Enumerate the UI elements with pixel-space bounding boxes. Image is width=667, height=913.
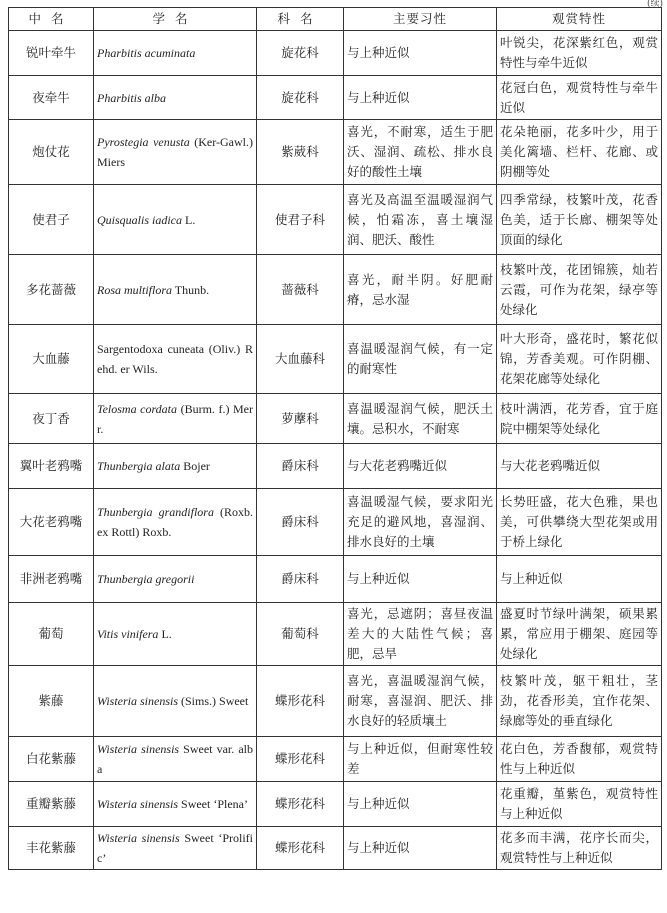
species-italic: Thunbergia alata	[97, 459, 181, 473]
chinese-name-cell: 重瓣紫藤	[9, 782, 94, 827]
ornamental-cell: 与上种近似	[497, 556, 662, 603]
ornamental-cell: 盛夏时节绿叶满架，硕果累累，常应用于棚架、庭园等处绿化	[497, 603, 662, 666]
ornamental-cell: 枝叶满洒，花芳香，宜于庭院中棚架等处绿化	[497, 394, 662, 444]
family-cell: 葡萄科	[257, 603, 344, 666]
ornamental-cell: 花朵艳丽，花多叶少，用于美化篱墙、栏杆、花廊、或阴棚等处	[497, 120, 662, 185]
authority: (Burm. f.) Merr.	[97, 401, 253, 436]
scientific-name-cell	[94, 31, 257, 76]
authority: Sweet var. alba	[97, 742, 253, 776]
chinese-name-cell: 非洲老鸦嘴	[9, 556, 94, 603]
species-italic: Thunbergia gregorii	[97, 572, 195, 586]
species-italic: Wisteria sinensis	[97, 831, 180, 845]
header-row	[9, 8, 662, 31]
table-row	[9, 120, 662, 185]
ornamental-cell: 与大花老鸦嘴近似	[497, 444, 662, 489]
scientific-name-cell	[94, 666, 257, 737]
table-row	[9, 394, 662, 444]
family-cell: 大血藤科	[257, 325, 344, 394]
table-row	[9, 556, 662, 603]
header-scientific-name: 学名	[94, 8, 257, 31]
species-italic: Wisteria sinensis	[97, 694, 179, 708]
ornamental-cell: 花重瓣，堇紫色，观赏特性与上种近似	[497, 782, 662, 827]
species-italic: Quisqualis iadica	[97, 212, 183, 227]
authority: Sweet ‘Plena’	[178, 797, 248, 811]
authority: (Ker-Gawl.) Miers	[97, 135, 253, 169]
table-row	[9, 666, 662, 737]
habits-cell: 与大花老鸦嘴近似	[344, 444, 497, 489]
scientific-name-cell	[94, 325, 257, 394]
habits-cell: 与上种近似，但耐寒性较差	[344, 737, 497, 782]
table-header	[9, 8, 662, 31]
scientific-name-cell	[94, 76, 257, 120]
family-cell: 蝶形花科	[257, 827, 344, 870]
scientific-name-cell	[94, 782, 257, 827]
authority: L.	[158, 627, 172, 641]
table-row	[9, 325, 662, 394]
chinese-name-cell: 炮仗花	[9, 120, 94, 185]
header-family: 科名	[257, 8, 344, 31]
ornamental-cell: 枝繁叶茂，躯干粗壮，茎劲，花香形美，宜作花架、绿廊等处的垂直绿化	[497, 666, 662, 737]
table-row	[9, 185, 662, 255]
scientific-name-cell	[94, 444, 257, 489]
authority: Bojer	[180, 459, 210, 473]
authority: Thunb.	[172, 282, 210, 297]
authority: Sargentodoxa cuneata (Oliv.) Rehd. er Wils.	[97, 342, 253, 376]
table-row	[9, 603, 662, 666]
chinese-name-cell: 大花老鸦嘴	[9, 489, 94, 556]
chinese-name-cell: 夜丁香	[9, 394, 94, 444]
habits-cell: 喜温暖湿润气候，有一定的耐寒性	[344, 325, 497, 394]
header-habits: 主要习性	[344, 8, 497, 31]
family-cell: 爵床科	[257, 444, 344, 489]
scientific-name-cell	[94, 255, 257, 325]
habits-cell: 喜光，耐半阴。好肥耐瘠，忌水湿	[344, 255, 497, 325]
species-italic: Pyrostegia venusta	[97, 135, 190, 149]
family-cell: 使君子科	[257, 185, 344, 255]
chinese-name-cell: 紫藤	[9, 666, 94, 737]
scientific-name-cell	[94, 603, 257, 666]
family-cell: 紫葳科	[257, 120, 344, 185]
species-italic: Telosma cordata	[97, 401, 178, 416]
habits-cell: 喜光，喜温暖湿润气候，耐寒，喜湿润、肥沃、排水良好的轻质壤土	[344, 666, 497, 737]
chinese-name-cell: 大血藤	[9, 325, 94, 394]
family-cell: 爵床科	[257, 489, 344, 556]
table-row	[9, 782, 662, 827]
habits-cell: 喜光，不耐寒，适生于肥沃、湿润、疏松、排水良好的酸性土壤	[344, 120, 497, 185]
scientific-name-cell	[94, 827, 257, 870]
species-italic: Pharbitis alba	[97, 90, 167, 105]
habits-cell: 喜光，忌遮阴；喜昼夜温差大的大陆性气候；喜肥，忌旱	[344, 603, 497, 666]
authority: (Sims.) Sweet	[178, 694, 249, 708]
family-cell: 蝶形花科	[257, 737, 344, 782]
table-row	[9, 255, 662, 325]
species-italic: Vitis vinifera	[97, 627, 159, 641]
species-italic: Wisteria sinensis	[97, 797, 179, 811]
habits-cell: 与上种近似	[344, 556, 497, 603]
family-cell: 萝藦科	[257, 394, 344, 444]
chinese-name-cell: 白花紫藤	[9, 737, 94, 782]
table-row	[9, 737, 662, 782]
chinese-name-cell: 丰花紫藤	[9, 827, 94, 870]
chinese-name-cell: 多花蔷薇	[9, 255, 94, 325]
family-cell: 爵床科	[257, 556, 344, 603]
habits-cell: 喜温暖湿气候，要求阳光充足的避风地，喜湿润、排水良好的土壤	[344, 489, 497, 556]
authority: (Roxb. ex Rottl) Roxb.	[97, 505, 253, 539]
family-cell: 旋花科	[257, 31, 344, 76]
continued-label: (续)	[646, 0, 663, 9]
habits-cell: 喜光及高温至温暖湿润气候，怕霜冻，喜土壤湿润、肥沃、酸性	[344, 185, 497, 255]
table-row	[9, 444, 662, 489]
table-body	[9, 31, 662, 870]
scientific-name-cell	[94, 489, 257, 556]
family-cell: 旋花科	[257, 76, 344, 120]
species-italic: Wisteria sinensis	[97, 742, 180, 756]
table-row	[9, 827, 662, 870]
ornamental-cell: 枝繁叶茂，花团锦簇，灿若云霞，可作为花架，绿亭等处绿化	[497, 255, 662, 325]
ornamental-cell: 花冠白色，观赏特性与牵牛近似	[497, 76, 662, 120]
scientific-name-cell	[94, 394, 257, 444]
chinese-name-cell: 夜牵牛	[9, 76, 94, 120]
habits-cell: 喜温暖湿润气候，肥沃土壤。忌积水，不耐寒	[344, 394, 497, 444]
species-italic: Rosa multiflora	[97, 282, 173, 297]
species-italic: Thunbergia grandiflora	[97, 505, 214, 519]
family-cell: 蔷薇科	[257, 255, 344, 325]
ornamental-cell: 长势旺盛，花大色雅，果也美，可供攀绕大型花架或用于桥上绿化	[497, 489, 662, 556]
scientific-name-cell	[94, 556, 257, 603]
table-row	[9, 76, 662, 120]
authority: Sweet ‘Prolific’	[97, 831, 253, 865]
authority: L.	[182, 212, 196, 227]
chinese-name-cell: 锐叶牵牛	[9, 31, 94, 76]
plant-table	[8, 7, 662, 870]
chinese-name-cell: 使君子	[9, 185, 94, 255]
habits-cell: 与上种近似	[344, 31, 497, 76]
table-row	[9, 31, 662, 76]
chinese-name-cell: 翼叶老鸦嘴	[9, 444, 94, 489]
ornamental-cell: 叶锐尖，花深紫红色，观赏特性与牵牛近似	[497, 31, 662, 76]
ornamental-cell: 花多而丰满，花序长而尖，观赏特性与上种近似	[497, 827, 662, 870]
table-row	[9, 489, 662, 556]
scientific-name-cell	[94, 737, 257, 782]
ornamental-cell: 四季常绿，枝繁叶茂，花香色美，适于长廊、棚架等处顶面的绿化	[497, 185, 662, 255]
family-cell: 蝶形花科	[257, 782, 344, 827]
habits-cell: 与上种近似	[344, 782, 497, 827]
ornamental-cell: 叶大形奇，盛花时，繁花似锦，芳香美观。可作阴棚、花架花廊等处绿化	[497, 325, 662, 394]
species-italic: Pharbitis acuminata	[97, 46, 196, 60]
scientific-name-cell	[94, 120, 257, 185]
ornamental-cell: 花白色，芳香馥郁，观赏特性与上种近似	[497, 737, 662, 782]
chinese-name-cell: 葡萄	[9, 603, 94, 666]
header-ornamental: 观赏特性	[497, 8, 662, 31]
family-cell: 蝶形花科	[257, 666, 344, 737]
habits-cell: 与上种近似	[344, 827, 497, 870]
habits-cell: 与上种近似	[344, 76, 497, 120]
scientific-name-cell	[94, 185, 257, 255]
header-chinese-name: 中名	[9, 8, 94, 31]
